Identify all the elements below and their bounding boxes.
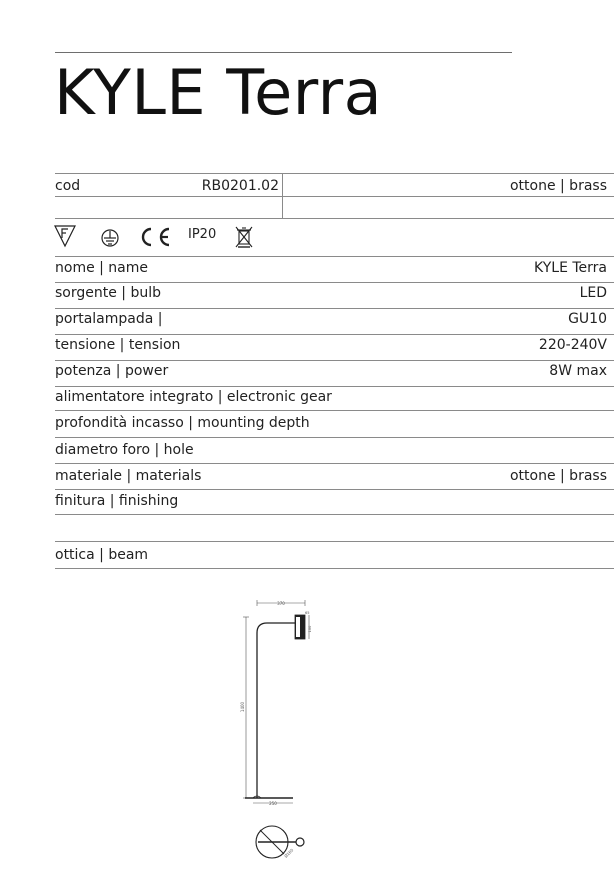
lamp-plan-drawing: [250, 820, 314, 866]
spec-label: sorgente | bulb: [55, 285, 161, 301]
dim-height-label: 1400: [240, 701, 245, 713]
spec-rule: [55, 489, 614, 490]
spec-value: 8W max: [549, 363, 607, 379]
spec-rule: [55, 308, 614, 309]
spec-label: portalampada |: [55, 311, 163, 327]
spec-label: finitura | finishing: [55, 493, 179, 509]
top-rule: [55, 52, 512, 53]
spec-rule: [55, 514, 614, 515]
spec-rule: [55, 386, 614, 387]
spec-rule: [55, 256, 614, 257]
spec-label: tensione | tension: [55, 337, 181, 353]
spec-label: alimentatore integrato | electronic gear: [55, 389, 332, 405]
product-code: RB0201.02: [201, 178, 279, 194]
spec-label: materiale | materials: [55, 468, 202, 484]
weee-bin-icon: [234, 225, 254, 249]
ground-icon: [100, 228, 120, 248]
spec-rule: [55, 437, 614, 438]
spec-rule: [55, 541, 614, 542]
table-rule: [55, 196, 614, 197]
spec-rule: [55, 568, 614, 569]
spec-label: potenza | power: [55, 363, 169, 379]
spec-label: diametro foro | hole: [55, 442, 194, 458]
spec-rule: [55, 463, 614, 464]
f-mark-icon: [53, 224, 77, 248]
dim-plan-label: Ø160: [283, 847, 295, 859]
table-top-rule: [55, 173, 614, 174]
dim-base-label: 250: [269, 801, 277, 806]
ip20-label: IP20: [188, 227, 217, 242]
code-label: cod: [55, 178, 81, 194]
spec-rule: [55, 334, 614, 335]
ce-mark-icon: [137, 226, 173, 248]
spec-rule: [55, 410, 614, 411]
dim-top-label: 370: [277, 601, 285, 606]
table-divider: [282, 173, 283, 218]
spec-value: 220-240V: [538, 337, 607, 353]
spec-value: GU10: [568, 311, 607, 327]
code-finish: ottone | brass: [509, 178, 607, 194]
spec-rule: [55, 360, 614, 361]
spec-value: KYLE Terra: [534, 260, 607, 276]
spec-value: LED: [579, 285, 607, 301]
spec-label: nome | name: [55, 260, 149, 276]
spec-label: ottica | beam: [55, 547, 149, 563]
table-rule: [55, 218, 614, 219]
spec-label: profondità incasso | mounting depth: [55, 415, 310, 431]
spec-value: ottone | brass: [509, 468, 607, 484]
dim-head-label: 100: [308, 625, 312, 633]
lamp-elevation-drawing: [235, 595, 335, 810]
product-title: KYLE Terra: [54, 56, 383, 129]
dim-head-d-label: 65: [305, 611, 310, 615]
spec-rule: [55, 282, 614, 283]
